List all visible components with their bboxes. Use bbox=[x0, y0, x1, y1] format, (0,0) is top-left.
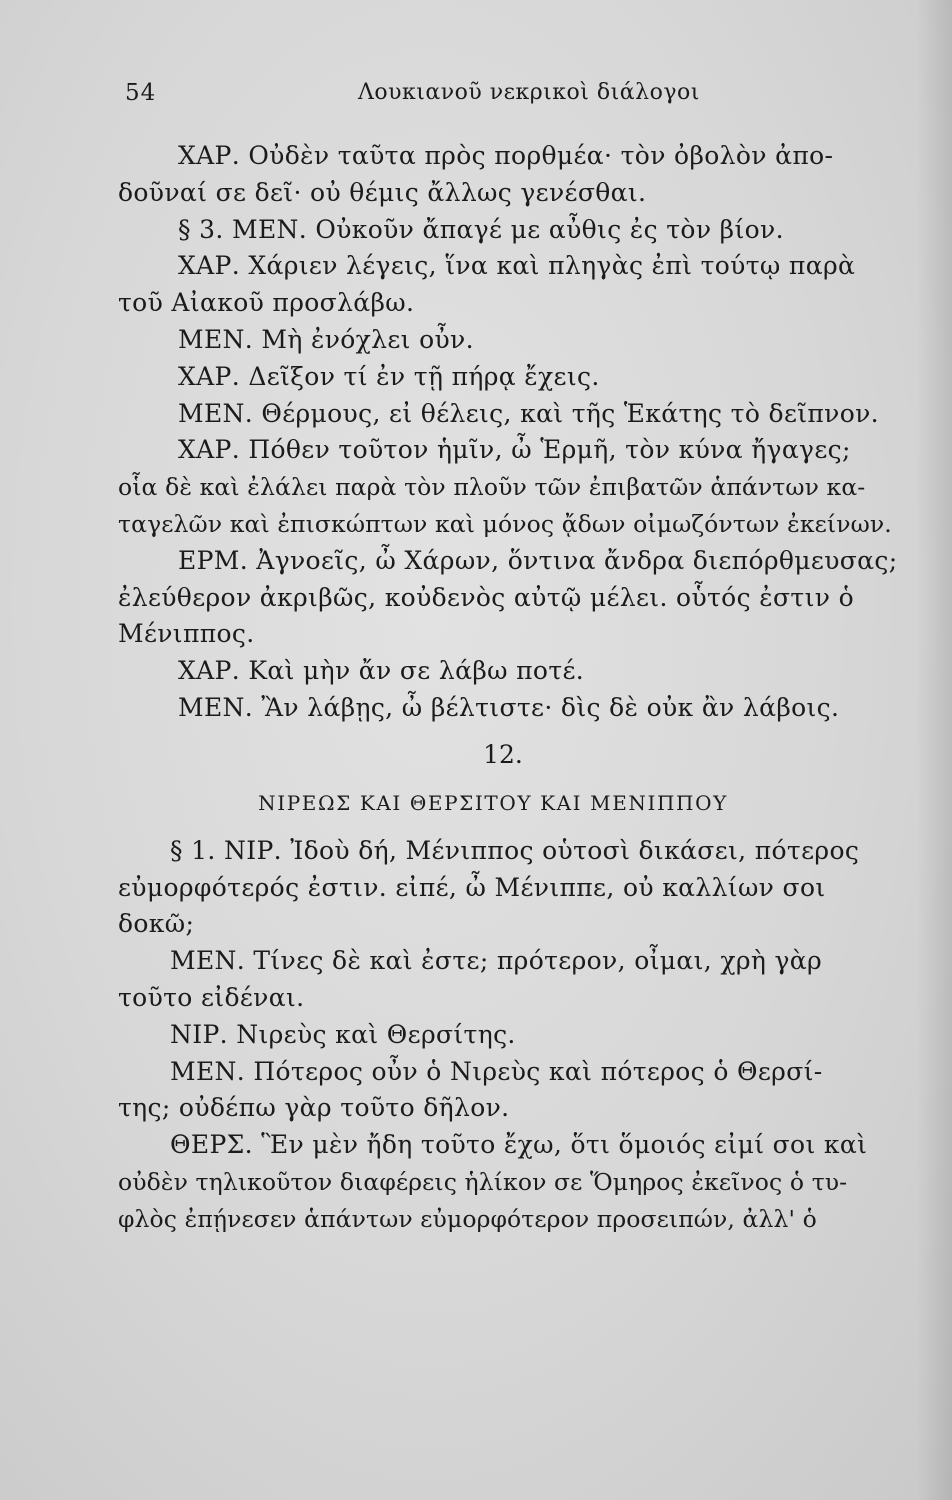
section-title: ΝΙΡΕΩΣ ΚΑΙ ΘΕΡΣΙΤΟΥ ΚΑΙ ΜΕΝΙΠΠΟΥ bbox=[258, 790, 728, 815]
text-line: ἐλεύθερον ἀκριβῶς, κοὐδενὸς αὐτῷ μέλει. οὗτός ἐστιν ὁ bbox=[118, 582, 854, 612]
text-line: τοῦ Αἰακοῦ προσλάβω. bbox=[118, 288, 415, 318]
text-line: οἷα δὲ καὶ ἐλάλει παρὰ τὸν πλοῦν τῶν ἐπιβατῶν ἁπάντων κα- bbox=[118, 473, 866, 502]
text-line: ΜΕΝ. Μὴ ἐνόχλει οὖν. bbox=[178, 324, 474, 354]
text-line: ΧΑΡ. Πόθεν τοῦτον ἡμῖν, ὦ Ἑρμῆ, τὸν κύνα ἤγαγες; bbox=[178, 435, 851, 465]
text-line: εὐμορφότερός ἐστιν. εἰπέ, ὦ Μένιππε, οὐ καλλίων σοι bbox=[118, 872, 826, 902]
text-line: ΕΡΜ. Ἀγνοεῖς, ὦ Χάρων, ὅντινα ἄνδρα διεπόρθμευσας; bbox=[178, 545, 898, 575]
running-title: Λουκιανοῦ νεκρικοὶ διάλογοι bbox=[358, 80, 700, 105]
text-line: ΜΕΝ. Τίνες δὲ καὶ ἐστε; πρότερον, οἶμαι, χρὴ γὰρ bbox=[170, 946, 823, 976]
text-line: ΜΕΝ. Πότερος οὖν ὁ Νιρεὺς καὶ πότερος ὁ Θερσί- bbox=[170, 1056, 823, 1086]
text-line: της; οὐδέπω γὰρ τοῦτο δῆλον. bbox=[118, 1093, 510, 1123]
text-line: ΧΑΡ. Χάριεν λέγεις, ἵνα καὶ πληγὰς ἐπὶ τούτῳ παρὰ bbox=[178, 251, 856, 281]
text-line: δοκῶ; bbox=[118, 909, 195, 939]
text-line: § 1. ΝΙΡ. Ἰδοὺ δή, Μένιππος οὑτοσὶ δικάσει, πότερος bbox=[170, 835, 860, 865]
text-line: ταγελῶν καὶ ἐπισκώπτων καὶ μόνος ᾄδων οἰμωζόντων ἐκείνων. bbox=[118, 509, 892, 538]
text-line: ΜΕΝ. Ἂν λάβῃς, ὦ βέλτιστε· δὶς δὲ οὐκ ἂν λάβοις. bbox=[178, 692, 840, 722]
page-header bbox=[125, 80, 700, 120]
text-line: δοῦναί σε δεῖ· οὐ θέμις ἄλλως γενέσθαι. bbox=[118, 177, 647, 207]
text-line: ΜΕΝ. Θέρμους, εἰ θέλεις, καὶ τῆς Ἑκάτης τὸ δεῖπνον. bbox=[178, 398, 879, 428]
page-body bbox=[118, 138, 908, 1238]
page-number: 54 bbox=[125, 80, 157, 106]
text-line: ΘΕΡΣ. Ἓν μὲν ἤδη τοῦτο ἔχω, ὅτι ὅμοιός εἰμί σοι καὶ bbox=[170, 1130, 868, 1160]
page-edge-shadow bbox=[916, 0, 952, 1500]
text-line: ΧΑΡ. Καὶ μὴν ἄν σε λάβω ποτέ. bbox=[178, 656, 585, 686]
section-number: 12. bbox=[483, 739, 523, 769]
text-line: ΝΙΡ. Νιρεὺς καὶ Θερσίτης. bbox=[170, 1019, 516, 1049]
text-line: Μένιππος. bbox=[118, 619, 255, 649]
text-line: § 3. ΜΕΝ. Οὐκοῦν ἄπαγέ με αὖθις ἐς τὸν βίον. bbox=[178, 214, 784, 244]
text-line: ΧΑΡ. Δεῖξον τί ἐν τῇ πήρᾳ ἔχεις. bbox=[178, 361, 600, 391]
text-line: τοῦτο εἰδέναι. bbox=[118, 982, 305, 1012]
text-line: φλὸς ἐπῄνεσεν ἁπάντων εὐμορφότερον προσειπών, ἀλλ' ὁ bbox=[118, 1204, 817, 1233]
text-line: οὐδὲν τηλικοῦτον διαφέρεις ἡλίκον σε Ὅμηρος ἐκεῖνος ὁ τυ- bbox=[118, 1167, 848, 1196]
text-line: ΧΑΡ. Οὐδὲν ταῦτα πρὸς πορθμέα· τὸν ὀβολὸν ἀπο- bbox=[178, 141, 834, 170]
